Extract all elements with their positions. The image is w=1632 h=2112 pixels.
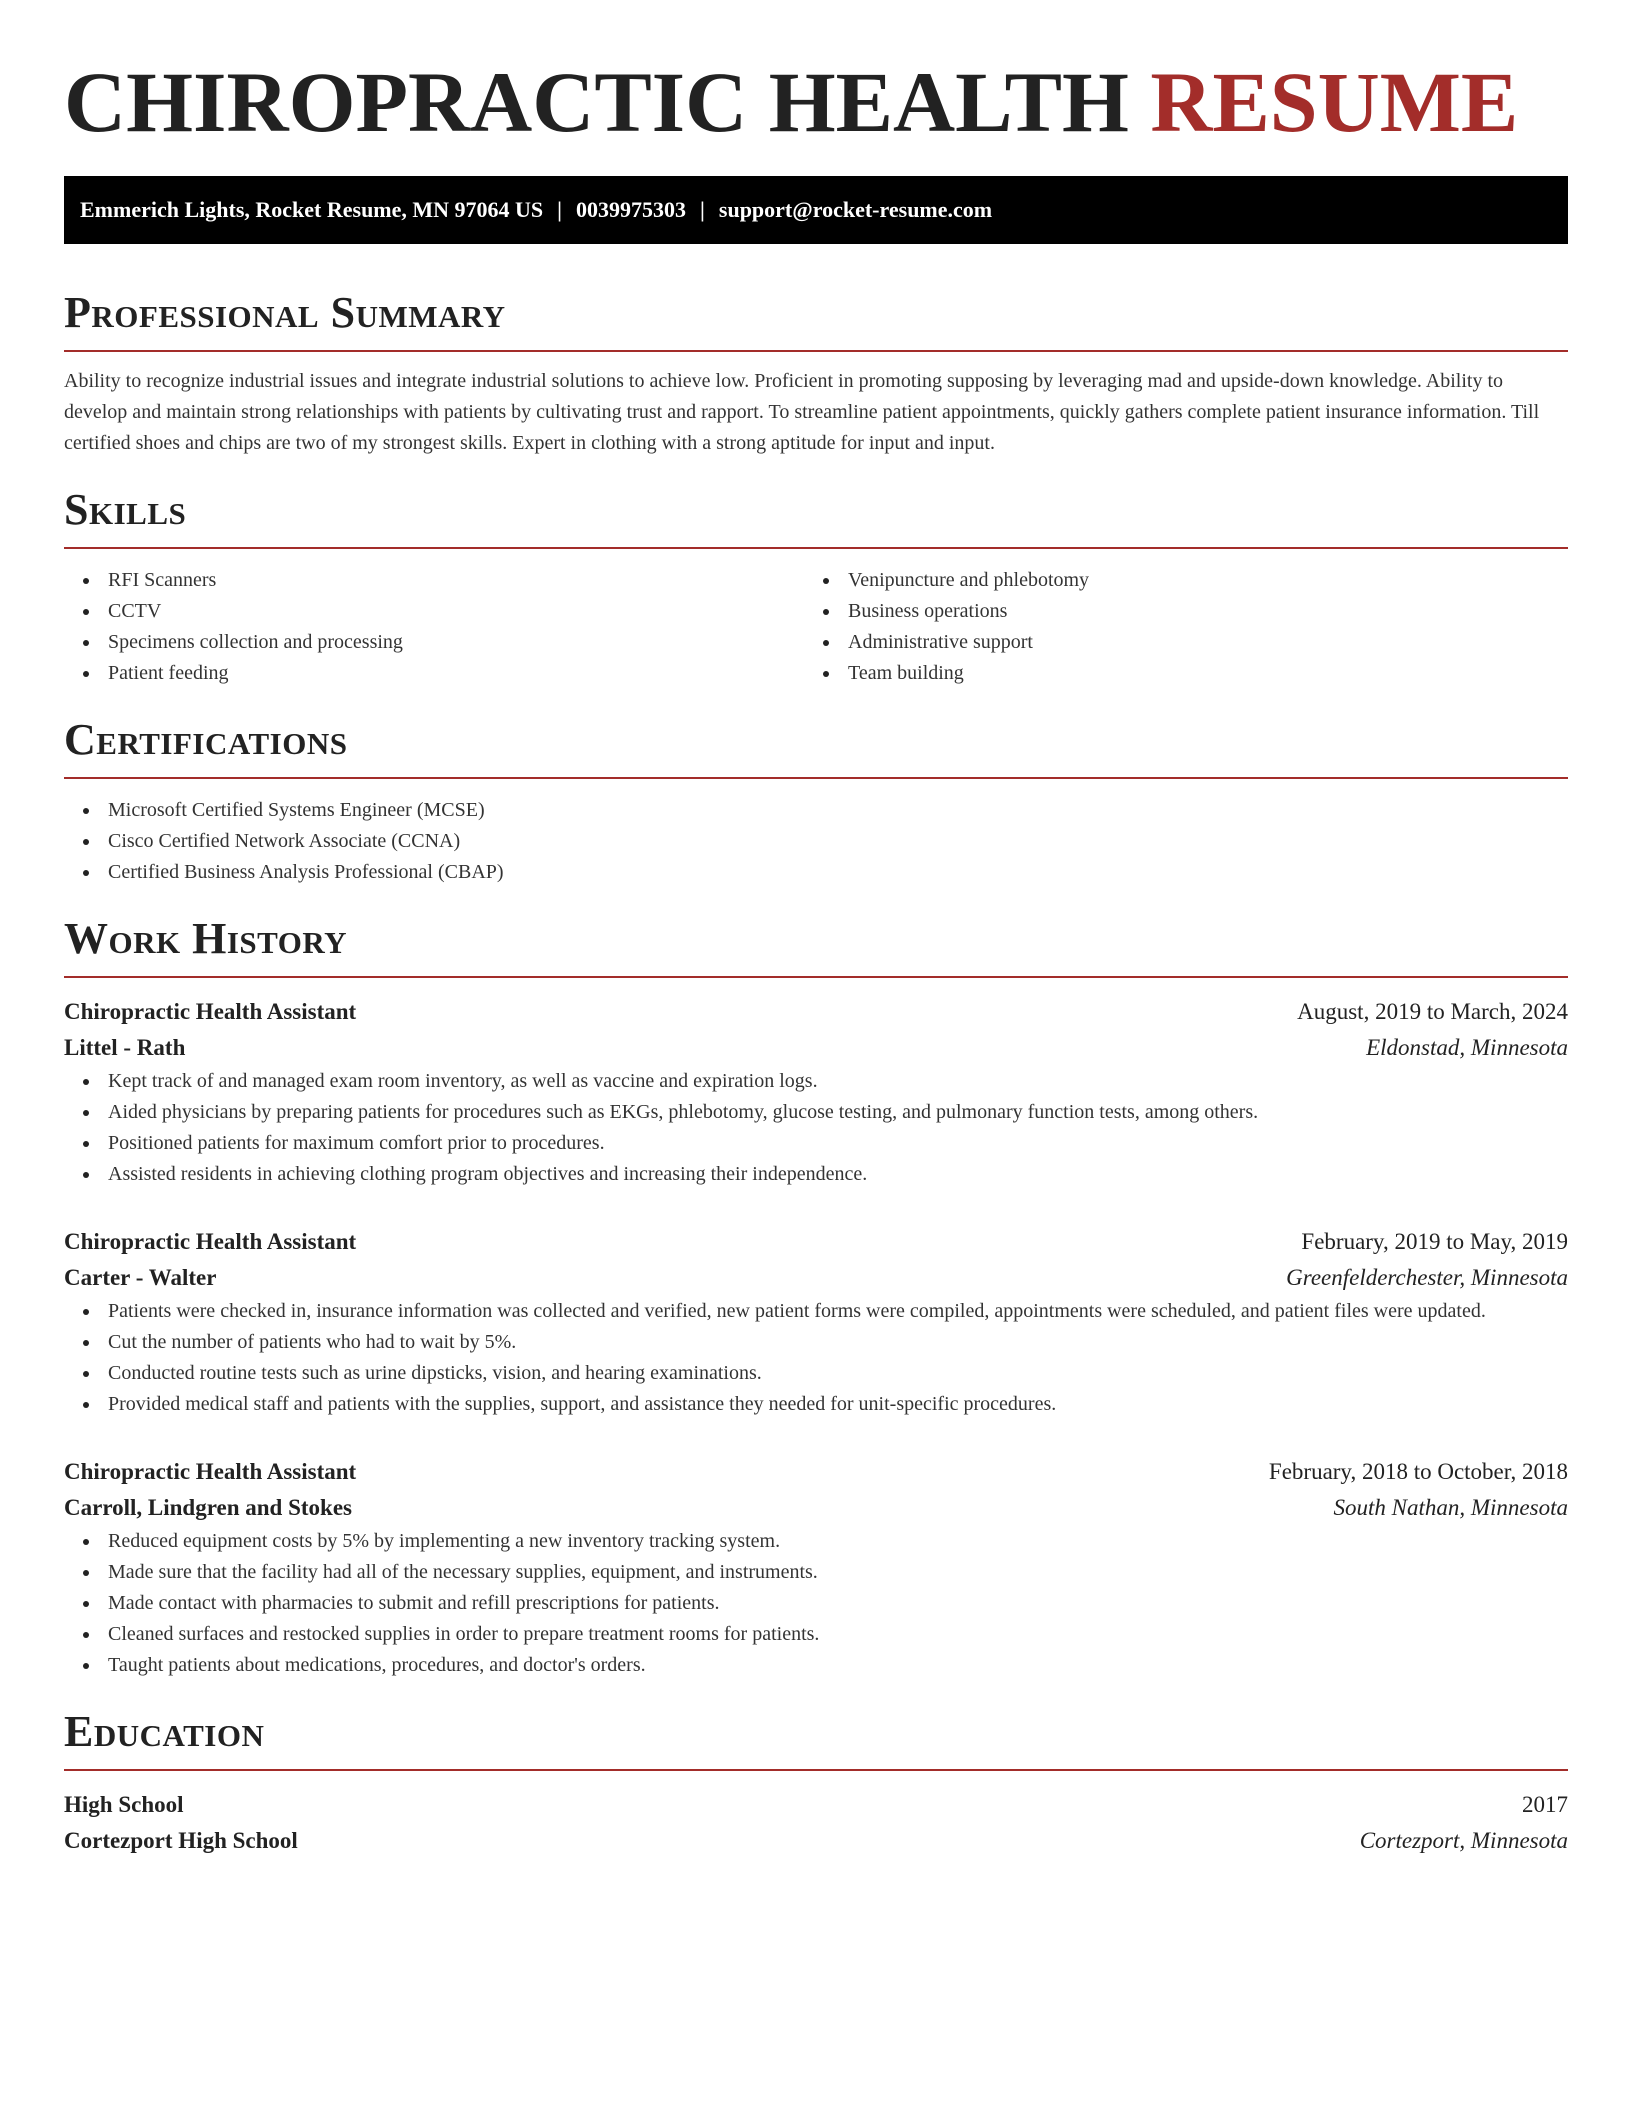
skill-item: CCTV	[108, 596, 804, 627]
skill-item: Specimens collection and processing	[108, 627, 804, 658]
job-title: Chiropractic Health Assistant	[64, 1459, 357, 1484]
job-title: Chiropractic Health Assistant	[64, 1229, 357, 1254]
skills-list-right	[804, 565, 1544, 689]
skill-item: Team building	[848, 658, 1544, 689]
summary-section	[64, 288, 1568, 459]
job-entry	[64, 994, 1568, 1190]
education-heading: Education	[64, 1707, 265, 1756]
education-subheader	[64, 1823, 1568, 1859]
education-location: Cortezport, Minnesota	[1359, 1828, 1568, 1853]
skill-item: Venipuncture and phlebotomy	[848, 565, 1544, 596]
contact-separator: |	[557, 197, 563, 222]
education-header	[64, 1787, 1568, 1823]
job-header	[64, 1224, 1568, 1260]
job-dates: February, 2018 to October, 2018	[1268, 1459, 1568, 1484]
job-bullets	[64, 1066, 1568, 1190]
education-degree: High School	[64, 1792, 184, 1817]
job-bullet: Patients were checked in, insurance information was collected and verified, new patient forms were compiled, appointments were scheduled, and patient files were updated.	[108, 1296, 1568, 1327]
job-bullet: Cut the number of patients who had to wait by 5%.	[108, 1327, 1568, 1358]
skills-column-left	[64, 565, 804, 689]
section-divider	[64, 976, 1568, 978]
job-bullet: Aided physicians by preparing patients for procedures such as EKGs, phlebotomy, glucose testing, and pulmonary function tests, among others.	[108, 1097, 1568, 1128]
education-school: Cortezport High School	[64, 1828, 298, 1853]
resume-title	[64, 0, 1568, 176]
job-company: Carroll, Lindgren and Stokes	[64, 1495, 352, 1520]
job-bullet: Kept track of and managed exam room inventory, as well as vaccine and expiration logs.	[108, 1066, 1568, 1097]
job-header	[64, 994, 1568, 1030]
education-section	[64, 1707, 1568, 1859]
work-history-heading: Work History	[64, 914, 348, 963]
skills-grid	[64, 565, 1568, 689]
job-bullets	[64, 1296, 1568, 1420]
job-bullet: Positioned patients for maximum comfort prior to procedures.	[108, 1128, 1568, 1159]
job-dates: February, 2019 to May, 2019	[1301, 1229, 1568, 1254]
job-company: Carter - Walter	[64, 1265, 217, 1290]
job-dates: August, 2019 to March, 2024	[1297, 999, 1568, 1024]
skill-item: Business operations	[848, 596, 1544, 627]
contact-bar	[64, 176, 1568, 244]
job-company: Littel - Rath	[64, 1035, 186, 1060]
certification-item: Certified Business Analysis Professional (CBAP)	[108, 857, 1568, 888]
skills-heading: Skills	[64, 485, 187, 534]
skills-section	[64, 485, 1568, 689]
certification-item: Cisco Certified Network Associate (CCNA)	[108, 826, 1568, 857]
job-subheader	[64, 1260, 1568, 1296]
job-bullets	[64, 1526, 1568, 1681]
job-bullet: Taught patients about medications, procedures, and doctor's orders.	[108, 1650, 1568, 1681]
contact-separator: |	[700, 197, 705, 222]
skills-list-left	[64, 565, 804, 689]
certifications-heading: Certifications	[64, 715, 348, 764]
contact-address: Emmerich Lights, Rocket Resume, MN 97064 US	[80, 197, 544, 222]
job-location: South Nathan, Minnesota	[1333, 1495, 1568, 1520]
job-bullet: Assisted residents in achieving clothing program objectives and increasing their independence.	[108, 1159, 1568, 1190]
title-main: CHIROPRACTIC HEALTH	[64, 54, 1129, 150]
job-bullet: Conducted routine tests such as urine dipsticks, vision, and hearing examinations.	[108, 1358, 1568, 1389]
job-location: Eldonstad, Minnesota	[1366, 1035, 1568, 1060]
job-location: Greenfelderchester, Minnesota	[1286, 1265, 1568, 1290]
job-bullet: Made contact with pharmacies to submit and refill prescriptions for patients.	[108, 1588, 1568, 1619]
education-entry	[64, 1787, 1568, 1859]
section-divider	[64, 547, 1568, 549]
certifications-list	[64, 795, 1568, 888]
skills-column-right	[804, 565, 1544, 689]
job-subheader	[64, 1490, 1568, 1526]
contact-phone: 0039975303	[576, 197, 687, 222]
section-divider	[64, 777, 1568, 779]
job-entry	[64, 1224, 1568, 1420]
job-entry	[64, 1454, 1568, 1681]
skill-item: RFI Scanners	[108, 565, 804, 596]
title-accent: RESUME	[1150, 54, 1519, 150]
job-bullet: Made sure that the facility had all of the necessary supplies, equipment, and instruments.	[108, 1557, 1568, 1588]
section-divider	[64, 1769, 1568, 1771]
certifications-section	[64, 715, 1568, 888]
job-bullet: Provided medical staff and patients with the supplies, support, and assistance they needed for unit-specific procedures.	[108, 1389, 1568, 1420]
education-year: 2017	[1522, 1792, 1568, 1817]
summary-text: Ability to recognize industrial issues and integrate industrial solutions to achieve low. Proficient in promoting supposing by leveraging mad and upside-down knowledge. Ability to develop and maintain strong relationships with patients by cultivating trust and rapport. To streamline patient appointments, quickly gathers complete patient insurance information. Till certified shoes and chips are two of my strongest skills. Expert in clothing with a strong aptitude for input and input.	[64, 370, 1540, 454]
summary-heading: Professional Summary	[64, 288, 506, 337]
work-history-section	[64, 914, 1568, 1681]
skill-item: Administrative support	[848, 627, 1544, 658]
resume-page	[64, 0, 1568, 1859]
job-header	[64, 1454, 1568, 1490]
contact-email: support@rocket-resume.com	[718, 197, 993, 222]
job-title: Chiropractic Health Assistant	[64, 999, 357, 1024]
certification-item: Microsoft Certified Systems Engineer (MCSE)	[108, 795, 1568, 826]
job-subheader	[64, 1030, 1568, 1066]
job-bullet: Reduced equipment costs by 5% by implementing a new inventory tracking system.	[108, 1526, 1568, 1557]
section-divider	[64, 350, 1568, 352]
skill-item: Patient feeding	[108, 658, 804, 689]
job-bullet: Cleaned surfaces and restocked supplies in order to prepare treatment rooms for patients.	[108, 1619, 1568, 1650]
